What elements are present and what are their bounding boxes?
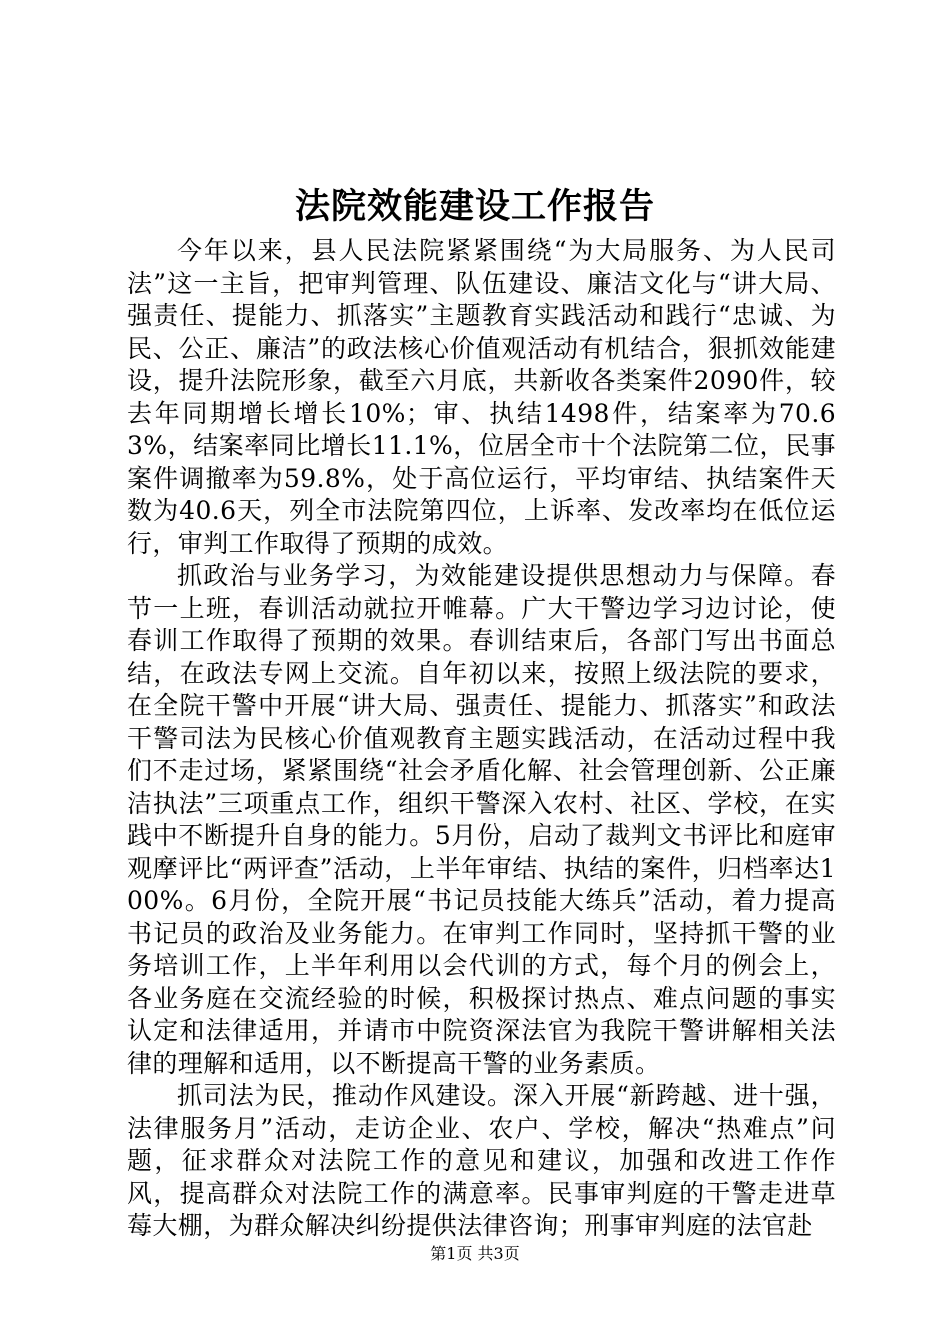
paragraph-2: 抓政治与业务学习，为效能建设提供思想动力与保障。春节一上班，春训活动就拉开帷幕。广大干警边学习边讨论，使春训工作取得了预期的效果。春训结束后，各部门写出书面总结，在政法专网上交流。自年初以来，按照上级法院的要求，在全院干警中开展“讲大局、强责任、提能力、抓落实”和政法干警司法为民核心价值观教育主题实践活动，在活动过程中我们不走过场，紧紧围绕“社会矛盾化解、社会管理创新、公正廉洁执法”三项重点工作，组织干警深入农村、社区、学校，在实践中不断提升自身的能力。5月份，启动了裁判文书评比和庭审观摩评比“两评查”活动，上半年审结、执结的案件，归档率达100%。6月份，全院开展“书记员技能大练兵”活动，着力提高书记员的政治及业务能力。在审判工作同时，坚持抓干警的业务培训工作，上半年利用以会代训的方式，每个月的例会上，各业务庭在交流经验的时候，积极探讨热点、难点问题的事实认定和法律适用，并请市中院资深法官为我院干警讲解相关法律的理解和适用，以不断提高干警的业务素质。 (127, 561, 836, 1078)
paragraph-3: 抓司法为民，推动作风建设。深入开展“新跨越、进十强，法律服务月”活动，走访企业、农户、学校，解决“热难点”问题，征求群众对法院工作的意见和建议，加强和改进工作作风，提高群众对法院工作的满意率。民事审判庭的干警走进草莓大棚，为群众解决纠纷提供法律咨询；刑事审判庭的法官赴 (127, 1081, 836, 1240)
paragraph-1: 今年以来，县人民法院紧紧围绕“为大局服务、为人民司法”这一主旨，把审判管理、队伍建设、廉洁文化与“讲大局、强责任、提能力、抓落实”主题教育实践活动和践行“忠诚、为民、公正、廉洁”的政法核心价值观活动有机结合，狠抓效能建设，提升法院形象，截至六月底，共新收各类案件2090件，较去年同期增长增长10%；审、执结1498件，结案率为70.63%，结案率同比增长11.1%，位居全市十个法院第二位，民事案件调撤率为59.8%，处于高位运行，平均审结、执结案件天数为40.6天，列全市法院第四位，上诉率、发改率均在低位运行，审判工作取得了预期的成效。 (127, 236, 836, 558)
document-title: 法院效能建设工作报告 (294, 187, 655, 227)
document-body (127, 235, 836, 1243)
page-footer: 第1页 共3页 (430, 1244, 520, 1263)
